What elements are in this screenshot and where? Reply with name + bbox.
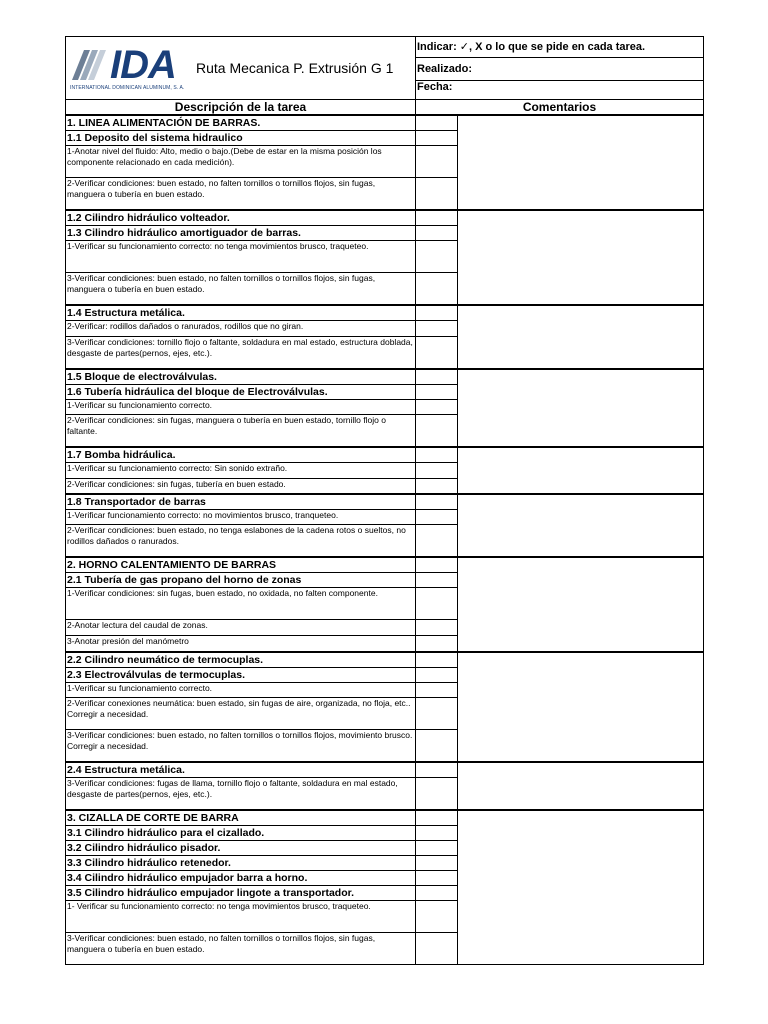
check-cell[interactable] xyxy=(416,525,458,558)
section-row xyxy=(66,210,704,226)
section-heading: 2.2 Cilindro neumático de termocuplas. xyxy=(66,652,416,668)
task-description: 1-Verificar su funcionamiento correcto: no tenga movimientos brusco, traqueteo. xyxy=(66,241,416,273)
section-heading: 2.1 Tubería de gas propano del horno de zonas xyxy=(66,573,416,588)
task-description: 3-Verificar condiciones: buen estado, no falten tornillos o tornillos flojos, sin fugas, manguera o tubería en buen estado. xyxy=(66,933,416,965)
fecha-field[interactable]: Fecha: xyxy=(416,81,704,100)
check-cell[interactable] xyxy=(416,762,458,778)
column-header-row xyxy=(66,100,704,116)
task-description: 3-Verificar condiciones: fugas de llama, tornillo flojo o faltante, soldadura en mal estado, desgaste de partes(pernos, ejes, etc.). xyxy=(66,778,416,811)
check-cell[interactable] xyxy=(416,369,458,385)
section-row xyxy=(66,557,704,573)
check-cell[interactable] xyxy=(416,400,458,415)
check-cell[interactable] xyxy=(416,652,458,668)
logo-title-cell xyxy=(66,37,416,100)
task-description: 1-Verificar su funcionamiento correcto. xyxy=(66,683,416,698)
task-description: 3-Verificar condiciones: buen estado, no falten tornillos o tornillos flojos, sin fugas, manguera o tubería en buen estado. xyxy=(66,273,416,306)
section-heading: 1.3 Cilindro hidráulico amortiguador de barras. xyxy=(66,226,416,241)
task-description: 1-Anotar nivel del fluido: Alto, medio o bajo.(Debe de estar en la misma posición los componente relacionado en cada medición). xyxy=(66,146,416,178)
check-cell[interactable] xyxy=(416,636,458,653)
section-heading: 3.1 Cilindro hidráulico para el cizallado. xyxy=(66,826,416,841)
check-cell[interactable] xyxy=(416,841,458,856)
check-cell[interactable] xyxy=(416,557,458,573)
check-cell[interactable] xyxy=(416,131,458,146)
task-description: 1-Verificar condiciones: sin fugas, buen estado, no oxidada, no falten componente. xyxy=(66,588,416,620)
check-cell[interactable] xyxy=(416,856,458,871)
section-row xyxy=(66,115,704,131)
check-cell[interactable] xyxy=(416,415,458,448)
task-description: 1-Verificar funcionamiento correcto: no movimientos brusco, tranqueteo. xyxy=(66,510,416,525)
check-cell[interactable] xyxy=(416,510,458,525)
task-description: 3-Verificar condiciones: buen estado, no falten tornillos o tornillos flojos, movimiento brusco. Corregir a necesidad. xyxy=(66,730,416,763)
check-cell[interactable] xyxy=(416,730,458,763)
check-cell[interactable] xyxy=(416,933,458,965)
task-description: 2-Verificar conexiones neumática: buen estado, sin fugas de aire, organizada, no floja, etc.. Corregir a necesidad. xyxy=(66,698,416,730)
comments-cell[interactable] xyxy=(458,369,704,447)
check-cell[interactable] xyxy=(416,573,458,588)
section-heading: 3.2 Cilindro hidráulico pisador. xyxy=(66,841,416,856)
comments-cell[interactable] xyxy=(458,810,704,965)
section-heading: 3.5 Cilindro hidráulico empujador lingote a transportador. xyxy=(66,886,416,901)
section-heading: 1.1 Deposito del sistema hidraulico xyxy=(66,131,416,146)
task-description: 3-Anotar presión del manómetro xyxy=(66,636,416,653)
check-cell[interactable] xyxy=(416,273,458,306)
check-cell[interactable] xyxy=(416,620,458,636)
checklist-table xyxy=(65,36,704,965)
check-cell[interactable] xyxy=(416,321,458,337)
comments-cell[interactable] xyxy=(458,305,704,369)
section-heading: 1.8 Transportador de barras xyxy=(66,494,416,510)
task-description: 2-Anotar lectura del caudal de zonas. xyxy=(66,620,416,636)
check-cell[interactable] xyxy=(416,226,458,241)
section-row xyxy=(66,305,704,321)
comments-cell[interactable] xyxy=(458,115,704,210)
section-heading: 1.4 Estructura metálica. xyxy=(66,305,416,321)
comments-cell[interactable] xyxy=(458,494,704,557)
check-cell[interactable] xyxy=(416,810,458,826)
section-heading: 2.3 Electroválvulas de termocuplas. xyxy=(66,668,416,683)
ida-logo-mark-icon xyxy=(70,46,108,84)
section-heading: 1. LINEA ALIMENTACIÓN DE BARRAS. xyxy=(66,115,416,131)
check-cell[interactable] xyxy=(416,698,458,730)
section-heading: 3.4 Cilindro hidráulico empujador barra a horno. xyxy=(66,871,416,886)
header-row-1 xyxy=(66,37,704,58)
check-cell[interactable] xyxy=(416,494,458,510)
comments-column-header: Comentarios xyxy=(416,100,704,116)
check-cell[interactable] xyxy=(416,305,458,321)
check-cell[interactable] xyxy=(416,668,458,683)
check-cell[interactable] xyxy=(416,778,458,811)
check-cell[interactable] xyxy=(416,337,458,370)
check-cell[interactable] xyxy=(416,210,458,226)
task-description: 2-Verificar: rodillos dañados o ranurados, rodillos que no giran. xyxy=(66,321,416,337)
document-title: Ruta Mecanica P. Extrusión G 1 xyxy=(196,60,394,76)
check-cell[interactable] xyxy=(416,588,458,620)
task-description: 2-Verificar condiciones: sin fugas, tubería en buen estado. xyxy=(66,479,416,495)
section-row xyxy=(66,369,704,385)
section-heading: 1.7 Bomba hidráulica. xyxy=(66,447,416,463)
check-cell[interactable] xyxy=(416,241,458,273)
check-cell[interactable] xyxy=(416,385,458,400)
check-cell[interactable] xyxy=(416,146,458,178)
check-cell[interactable] xyxy=(416,479,458,495)
task-description: 1- Verificar su funcionamiento correcto: no tenga movimientos brusco, traqueteo. xyxy=(66,901,416,933)
section-row xyxy=(66,810,704,826)
comments-cell[interactable] xyxy=(458,762,704,810)
check-cell[interactable] xyxy=(416,447,458,463)
logo-subtitle: INTERNATIONAL DOMINICAN ALUMINUM, S. A. xyxy=(70,84,185,91)
check-cell[interactable] xyxy=(416,683,458,698)
check-cell[interactable] xyxy=(416,886,458,901)
section-heading: 3.3 Cilindro hidráulico retenedor. xyxy=(66,856,416,871)
description-column-header: Descripción de la tarea xyxy=(66,100,416,116)
section-row xyxy=(66,762,704,778)
ida-logo xyxy=(70,42,185,91)
section-heading: 1.5 Bloque de electroválvulas. xyxy=(66,369,416,385)
task-description: 1-Verificar su funcionamiento correcto. xyxy=(66,400,416,415)
check-cell[interactable] xyxy=(416,901,458,933)
check-cell[interactable] xyxy=(416,178,458,211)
comments-cell[interactable] xyxy=(458,210,704,305)
comments-cell[interactable] xyxy=(458,652,704,762)
section-heading: 1.2 Cilindro hidráulico volteador. xyxy=(66,210,416,226)
task-description: 2-Verificar condiciones: buen estado, no falten tornillos o tornillos flojos, sin fugas, manguera o tubería en buen estado. xyxy=(66,178,416,211)
task-description: 3-Verificar condiciones: tornillo flojo o faltante, soldadura en mal estado, estructura doblada, desgaste de partes(pernos, ejes, etc.). xyxy=(66,337,416,370)
section-row xyxy=(66,494,704,510)
section-heading: 3. CIZALLA DE CORTE DE BARRA xyxy=(66,810,416,826)
task-description: 1-Verificar su funcionamiento correcto: Sin sonido extraño. xyxy=(66,463,416,479)
section-row xyxy=(66,447,704,463)
check-cell[interactable] xyxy=(416,826,458,841)
section-heading: 2. HORNO CALENTAMIENTO DE BARRAS xyxy=(66,557,416,573)
check-cell[interactable] xyxy=(416,871,458,886)
check-cell[interactable] xyxy=(416,115,458,131)
task-description: 2-Verificar condiciones: buen estado, no tenga eslabones de la cadena rotos o sueltos, no rodillos dañados o ranurados. xyxy=(66,525,416,558)
comments-cell[interactable] xyxy=(458,557,704,652)
section-row xyxy=(66,652,704,668)
check-cell[interactable] xyxy=(416,463,458,479)
realizado-field[interactable]: Realizado: xyxy=(416,58,704,81)
task-description: 2-Verificar condiciones: sin fugas, manguera o tubería en buen estado, tornillo flojo o faltante. xyxy=(66,415,416,448)
indicar-instruction: Indicar: ✓, X o lo que se pide en cada tarea. xyxy=(416,37,704,58)
logo-text: IDA xyxy=(110,42,176,87)
section-heading: 2.4 Estructura metálica. xyxy=(66,762,416,778)
section-heading: 1.6 Tubería hidráulica del bloque de Electroválvulas. xyxy=(66,385,416,400)
checklist-sheet xyxy=(65,36,703,965)
comments-cell[interactable] xyxy=(458,447,704,494)
